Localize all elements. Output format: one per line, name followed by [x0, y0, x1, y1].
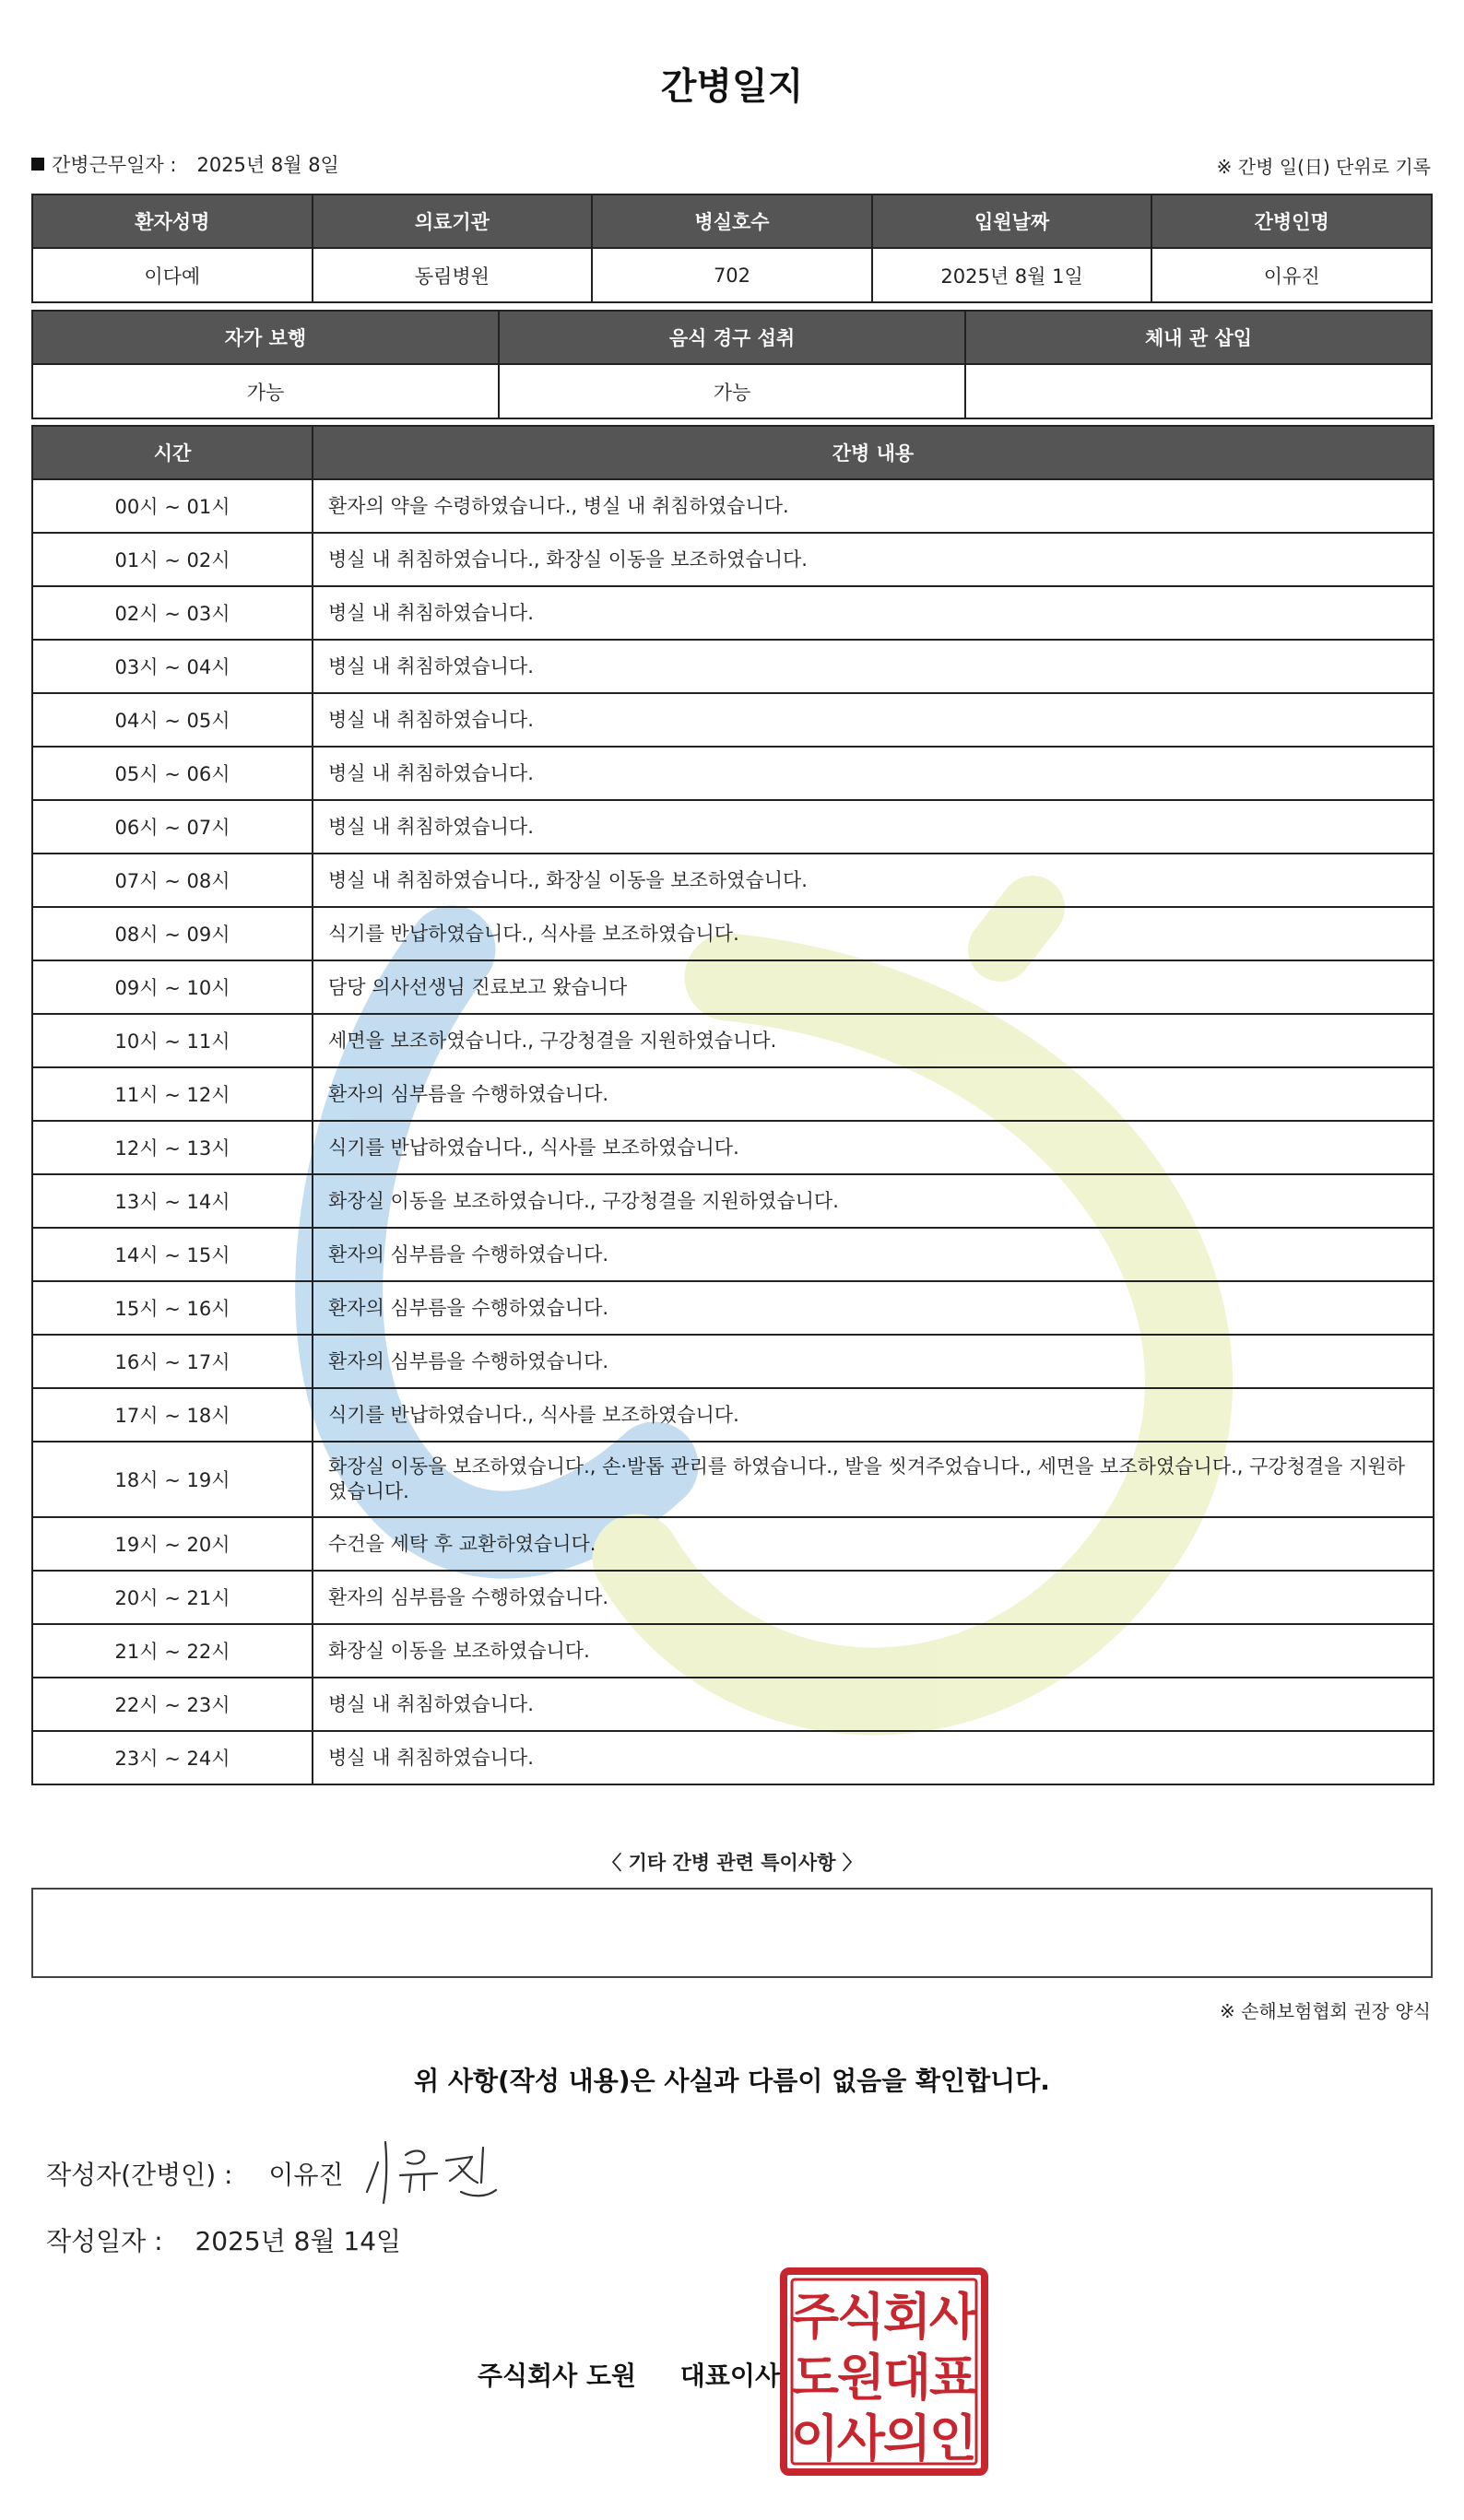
- seal-character: 주: [790, 2288, 840, 2346]
- admission-date: 2025년 8월 1일: [872, 248, 1152, 302]
- record-note: ※ 간병 일(日) 단위로 기록: [1216, 156, 1431, 178]
- time-slot: 18시 ~ 19시: [32, 1442, 313, 1517]
- header-room-number: 병실호수: [592, 194, 872, 248]
- work-date-row: [31, 150, 339, 178]
- bullet-square-icon: [31, 158, 44, 171]
- company-row: [478, 2356, 780, 2393]
- time-slot: 06시 ~ 07시: [32, 800, 313, 854]
- patient-status-table: [31, 310, 1433, 419]
- care-content: 병실 내 취침하였습니다.: [313, 640, 1434, 693]
- seal-character: 사: [928, 2288, 978, 2346]
- table-row: [32, 693, 1434, 747]
- care-content: 병실 내 취침하였습니다., 화장실 이동을 보조하였습니다.: [313, 854, 1434, 907]
- table-row: [32, 1388, 1434, 1442]
- header-self-walking: 자가 보행: [32, 311, 499, 364]
- care-content: 환자의 심부름을 수행하였습니다.: [313, 1281, 1434, 1335]
- writer-label: 작성자(간병인) :: [46, 2160, 233, 2190]
- header-time: 시간: [32, 426, 313, 479]
- header-care-content: 간병 내용: [313, 426, 1434, 479]
- care-content: 화장실 이동을 보조하였습니다.: [313, 1624, 1434, 1678]
- care-content: 식기를 반납하였습니다., 식사를 보조하였습니다.: [313, 907, 1434, 960]
- care-content: 식기를 반납하였습니다., 식사를 보조하였습니다.: [313, 1121, 1434, 1174]
- header-admission-date: 입원날짜: [872, 194, 1152, 248]
- table-row: [32, 1517, 1434, 1571]
- time-slot: 02시 ~ 03시: [32, 586, 313, 640]
- time-slot: 20시 ~ 21시: [32, 1571, 313, 1624]
- seal-character: 회: [882, 2288, 932, 2346]
- table-row: [32, 1335, 1434, 1388]
- table-row: [32, 1228, 1434, 1281]
- seal-character: 사: [836, 2409, 886, 2467]
- care-log-table: [31, 425, 1434, 1785]
- time-slot: 10시 ~ 11시: [32, 1014, 313, 1067]
- time-slot: 01시 ~ 02시: [32, 533, 313, 586]
- time-slot: 00시 ~ 01시: [32, 479, 313, 533]
- care-content: 병실 내 취침하였습니다.: [313, 1678, 1434, 1731]
- time-slot: 14시 ~ 15시: [32, 1228, 313, 1281]
- care-content: 병실 내 취침하였습니다., 화장실 이동을 보조하였습니다.: [313, 533, 1434, 586]
- time-slot: 23시 ~ 24시: [32, 1731, 313, 1784]
- care-content: 병실 내 취침하였습니다.: [313, 693, 1434, 747]
- care-content: 식기를 반납하였습니다., 식사를 보조하였습니다.: [313, 1388, 1434, 1442]
- seal-character: 표: [928, 2349, 978, 2407]
- time-slot: 04시 ~ 05시: [32, 693, 313, 747]
- caregiver-name: 이유진: [1151, 248, 1432, 302]
- time-slot: 12시 ~ 13시: [32, 1121, 313, 1174]
- header-caregiver-name: 간병인명: [1151, 194, 1432, 248]
- self-walking-value: 가능: [32, 364, 499, 418]
- form-footnote: ※ 손해보험협회 권장 양식: [1219, 2000, 1431, 2022]
- seal-character: 인: [928, 2409, 978, 2467]
- special-notes-title: 〈 기타 간병 관련 특이사항 〉: [602, 1852, 862, 1874]
- patient-info-table: [31, 194, 1433, 303]
- header-oral-intake: 음식 경구 섭취: [499, 311, 965, 364]
- care-content: 병실 내 취침하였습니다.: [313, 1731, 1434, 1784]
- seal-character: 이: [790, 2409, 840, 2467]
- time-slot: 07시 ~ 08시: [32, 854, 313, 907]
- care-content: 세면을 보조하였습니다., 구강청결을 지원하였습니다.: [313, 1014, 1434, 1067]
- care-content: 화장실 이동을 보조하였습니다., 손·발톱 관리를 하였습니다., 발을 씻겨주었습니다., 세면을 보조하였습니다., 구강청결을 지원하였습니다.: [313, 1442, 1434, 1517]
- time-slot: 03시 ~ 04시: [32, 640, 313, 693]
- time-slot: 19시 ~ 20시: [32, 1517, 313, 1571]
- confirmation-statement: 위 사항(작성 내용)은 사실과 다름이 없음을 확인합니다.: [414, 2066, 1050, 2096]
- time-slot: 15시 ~ 16시: [32, 1281, 313, 1335]
- time-slot: 22시 ~ 23시: [32, 1678, 313, 1731]
- table-row: [32, 1678, 1434, 1731]
- time-slot: 08시 ~ 09시: [32, 907, 313, 960]
- hospital-name: 동림병원: [313, 248, 593, 302]
- company-seal-stamp: [780, 2267, 988, 2476]
- table-row: [32, 1067, 1434, 1121]
- work-date-label: 간병근무일자 :: [52, 154, 177, 176]
- table-row: [32, 854, 1434, 907]
- company-name: 주식회사 도원: [478, 2361, 637, 2391]
- time-slot: 13시 ~ 14시: [32, 1174, 313, 1228]
- time-slot: 21시 ~ 22시: [32, 1624, 313, 1678]
- table-row: [32, 960, 1434, 1014]
- time-slot: 05시 ~ 06시: [32, 747, 313, 800]
- table-row: [32, 533, 1434, 586]
- care-content: 환자의 약을 수령하였습니다., 병실 내 취침하였습니다.: [313, 479, 1434, 533]
- care-content: 환자의 심부름을 수행하였습니다.: [313, 1067, 1434, 1121]
- writer-row: [46, 2155, 344, 2192]
- table-row: [32, 1731, 1434, 1784]
- table-row: [32, 747, 1434, 800]
- table-row: [32, 1281, 1434, 1335]
- written-date-row: [46, 2221, 401, 2258]
- work-date-value: 2025년 8월 8일: [196, 154, 339, 176]
- care-content: 병실 내 취침하였습니다.: [313, 747, 1434, 800]
- care-content: 환자의 심부름을 수행하였습니다.: [313, 1228, 1434, 1281]
- care-content: 환자의 심부름을 수행하였습니다.: [313, 1335, 1434, 1388]
- seal-character: 식: [836, 2288, 886, 2346]
- header-hospital: 의료기관: [313, 194, 593, 248]
- room-number: 702: [592, 248, 872, 302]
- care-content: 수건을 세탁 후 교환하였습니다.: [313, 1517, 1434, 1571]
- table-row: [32, 1121, 1434, 1174]
- seal-character: 원: [836, 2349, 886, 2407]
- patient-name: 이다예: [32, 248, 313, 302]
- tube-insertion-value: [965, 364, 1432, 418]
- time-slot: 09시 ~ 10시: [32, 960, 313, 1014]
- header-patient-name: 환자성명: [32, 194, 313, 248]
- time-slot: 16시 ~ 17시: [32, 1335, 313, 1388]
- care-content: 병실 내 취침하였습니다.: [313, 586, 1434, 640]
- table-row: [32, 1442, 1434, 1517]
- table-row: [32, 1174, 1434, 1228]
- table-row: [32, 479, 1434, 533]
- care-content: 화장실 이동을 보조하였습니다., 구강청결을 지원하였습니다.: [313, 1174, 1434, 1228]
- table-row: [32, 640, 1434, 693]
- handwritten-signature: [358, 2135, 514, 2208]
- care-content: 병실 내 취침하였습니다.: [313, 800, 1434, 854]
- header-tube-insertion: 체내 관 삽입: [965, 311, 1432, 364]
- table-row: [32, 907, 1434, 960]
- seal-character: 대: [882, 2349, 932, 2407]
- written-date-value: 2025년 8월 14일: [195, 2226, 402, 2256]
- table-row: [32, 1571, 1434, 1624]
- oral-intake-value: 가능: [499, 364, 965, 418]
- seal-character: 도: [790, 2349, 840, 2407]
- table-row: [32, 586, 1434, 640]
- time-slot: 11시 ~ 12시: [32, 1067, 313, 1121]
- document-title: 간병일지: [660, 65, 804, 108]
- care-content: 환자의 심부름을 수행하였습니다.: [313, 1571, 1434, 1624]
- special-notes-box: [31, 1888, 1433, 1978]
- ceo-label: 대표이사: [679, 2361, 780, 2391]
- written-date-label: 작성일자 :: [46, 2226, 163, 2256]
- table-row: [32, 1624, 1434, 1678]
- table-row: [32, 1014, 1434, 1067]
- care-content: 담당 의사선생님 진료보고 왔습니다: [313, 960, 1434, 1014]
- time-slot: 17시 ~ 18시: [32, 1388, 313, 1442]
- table-row: [32, 800, 1434, 854]
- writer-name: 이유진: [268, 2160, 344, 2190]
- seal-character: 의: [882, 2409, 932, 2467]
